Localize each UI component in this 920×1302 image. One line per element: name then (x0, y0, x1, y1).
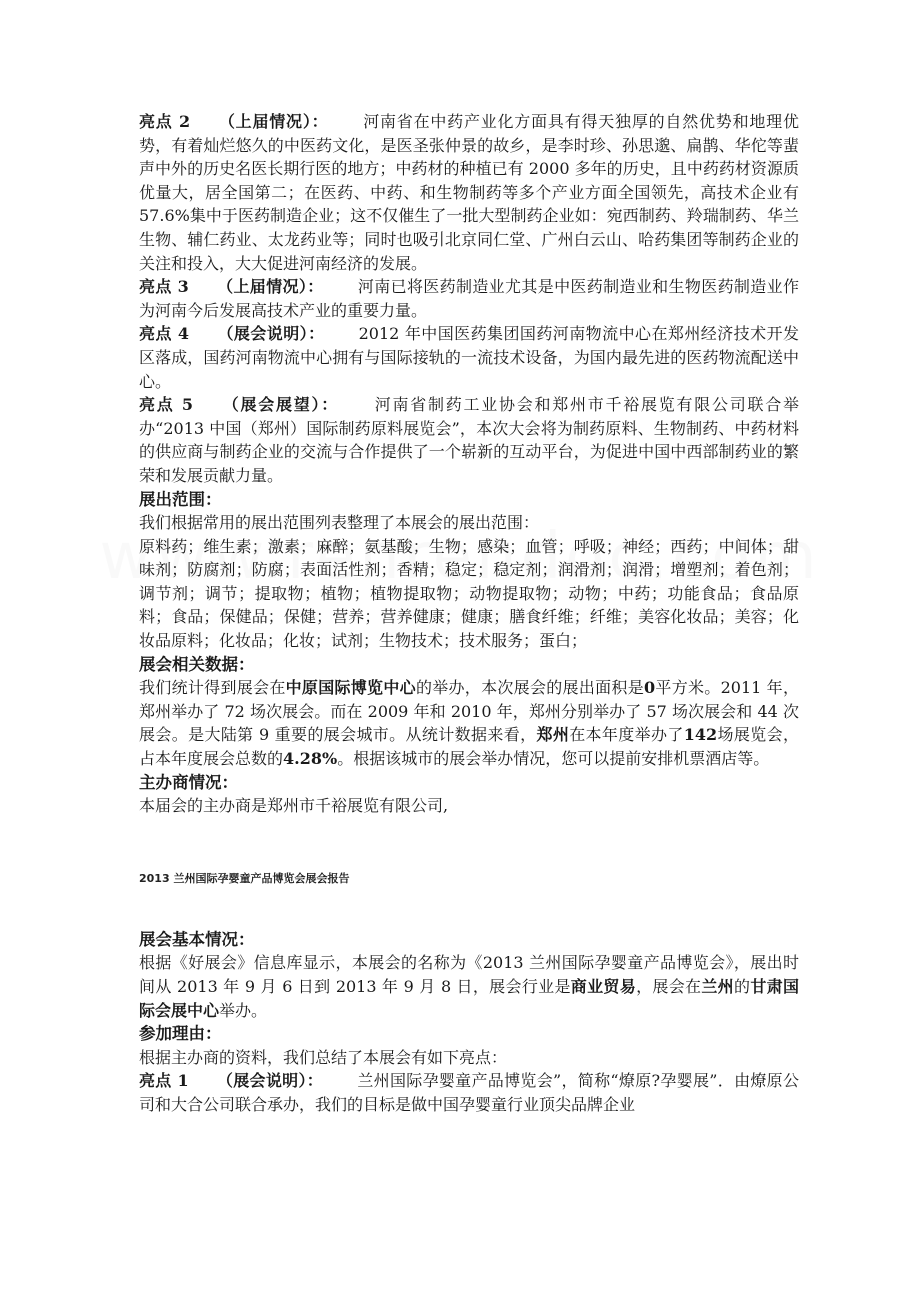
stats-text: 在本年度举办了 (569, 725, 684, 745)
city-name: 郑州 (536, 725, 570, 745)
stats-paragraph (139, 676, 799, 770)
highlight-label: 亮点 1 (139, 1071, 189, 1091)
city-name: 兰州 (701, 977, 734, 996)
stats-text: 场展览会，占本年度展会总数的 (139, 725, 799, 769)
organizer-heading: 主办商情况： (139, 772, 238, 792)
stats-text: 的举办，本次展会的展出面积是 (415, 678, 644, 698)
basic-text: 的 (733, 977, 751, 996)
highlight-label: 亮点 4 (139, 324, 190, 344)
highlight-label: 亮点 2 (139, 112, 191, 131)
reason-heading: 参加理由： (139, 1024, 222, 1044)
industry-name: 商业贸易 (570, 977, 637, 996)
highlight-tag: （上届情况）： (216, 277, 324, 297)
report-title: 2013 兰州国际孕婴童产品博览会展会报告 (139, 871, 350, 885)
basic-text: ，展会在 (636, 977, 702, 996)
basic-text: 举办。 (219, 1000, 268, 1020)
highlight-text: 兰州国际孕婴童产品博览会”，简称“燎原?孕婴展”．由燎原公司和大合公司联合承办，我们的目标是做中国孕婴童行业顶尖品牌企业 (139, 1071, 799, 1114)
basic-text: 根据《好展会》信息库显示，本展会的名称为《2013 兰州国际孕婴童产品博览会》，展出时间从 2013 年 9 月 6 日到 2013 年 9 月 8 日，展会行业是 (139, 953, 799, 996)
highlight-text: 河南省在中药产业化方面具有得天独厚的自然优势和地理优势，有着灿烂悠久的中医药文化，是医圣张仲景的故乡，是李时珍、孙思邈、扁鹊、华佗等蜚声中外的历史名医长期行医的地方；中药材的种植已有 2000 多年的历史，且中药药材资源质优量大，居全国第二；在医药、中药、和生物制药等多个产业方面全国领先，高技术企业有 57.6%集中于医药制造企业；这不仅催生了一批大型制药企业如：宛西制药、羚瑞制药、华兰生物、辅仁药业、太龙药业等；同时也吸引北京同仁堂、广州白云山、哈药集团等制药企业的关注和投入，大大促进河南经济的发展。 (139, 112, 799, 273)
organizer-text: 本届会的主办商是郑州市千裕展览有限公司, (139, 796, 449, 816)
percentage-value: 4.28% (283, 749, 338, 769)
stats-text: 平方米。2011 年，郑州举办了 72 场次展会。而在 2009 年和 2010 年，郑州分别举办了 57 场次展会和 44 次展会。是大陆第 9 重要的展会城市。从统计数据来看， (139, 678, 799, 745)
reason-intro: 根据主办商的资料，我们总结了本展会有如下亮点： (139, 1047, 508, 1067)
highlight-text: 2012 年中国医药集团国药河南物流中心在郑州经济技术开发区落成，国药河南物流中心拥有与国际接轨的一流技术设备，为国内最先进的医药物流配送中心。 (139, 324, 799, 391)
highlight-text: 河南省制药工业协会和郑州市千裕展览有限公司联合举办“2013 中国（郑州）国际制药原料展览会”，本次大会将为制药原料、生物制药、中药材料的供应商与制药企业的交流与合作提供了一个崭新的互动平台，为促进中国中西部制药业的繁荣和发展贡献力量。 (139, 395, 799, 485)
stats-text: 我们统计得到展会在 (139, 678, 286, 698)
highlight-tag: （展会展望）： (220, 395, 339, 415)
data-heading: 展会相关数据： (139, 654, 255, 674)
highlight-label: 亮点 5 (139, 395, 193, 415)
highlight-tag: （展会说明）： (217, 324, 325, 344)
scope-intro: 我们根据常用的展出范围列表整理了本展会的展出范围： (139, 513, 540, 533)
highlight-tag: （上届情况）： (218, 112, 329, 131)
highlight-4 (139, 322, 799, 393)
stats-text: 。根据该城市的展会举办情况，您可以提前安排机票酒店等。 (337, 749, 770, 769)
venue-name: 中原国际博览中心 (285, 678, 416, 698)
scope-list: 原料药；维生素；激素；麻醉；氨基酸；生物；感染；血管；呼吸；神经；西药；中间体；甜味剂；防腐剂；防腐；表面活性剂；香精；稳定；稳定剂；润滑剂；润滑；增塑剂；着色剂；调节剂；调节；提取物；植物；植物提取物；动物提取物；动物；中药；功能食品；食品原料；食品；保健品；保健；营养；营养健康；健康；膳食纤维；纤维；美容化妆品；美容；化妆品原料；化妆品；化妆；试剂；生物技术；技术服务；蛋白； (139, 536, 799, 651)
highlight-label: 亮点 3 (139, 277, 189, 297)
highlight-text: 河南已将医药制造业尤其是中医药制造业和生物医药制造业作为河南今后发展高技术产业的重要力量。 (139, 277, 799, 320)
area-value: 0 (644, 678, 656, 698)
basic-info-paragraph (139, 951, 799, 1022)
highlight-2 (139, 110, 799, 275)
basic-info-heading: 展会基本情况： (139, 929, 255, 949)
highlight-1 (139, 1069, 799, 1116)
venue-name: 甘肃国际会展中心 (139, 977, 799, 1020)
highlight-tag: （展会说明）： (216, 1071, 324, 1091)
document-body (139, 110, 799, 1117)
exhibition-count: 142 (683, 725, 718, 745)
scope-heading: 展出范围： (139, 489, 222, 509)
highlight-5 (139, 393, 799, 487)
highlight-3 (139, 275, 799, 322)
